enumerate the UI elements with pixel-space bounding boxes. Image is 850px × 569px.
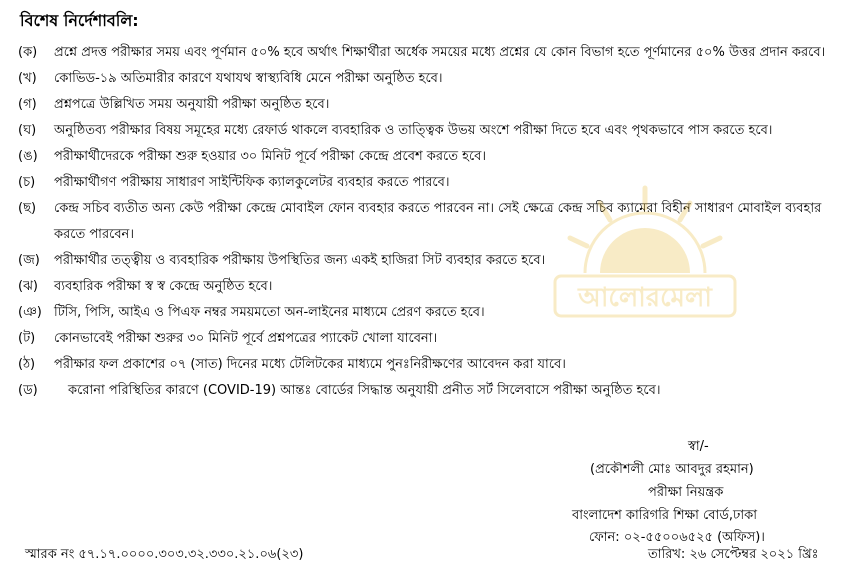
instruction-text: পরীক্ষার্থীগণ পরীক্ষায় সাধারণ সাইন্টিফিক ক্যালকুলেটর ব্যবহার করতে পারবে।: [54, 175, 450, 190]
svg-text:আলোরমেলা: আলোরমেলা: [578, 283, 712, 313]
instruction-item: [18, 144, 833, 170]
instruction-item: [18, 170, 833, 196]
instruction-item: [18, 118, 833, 144]
instruction-marker: (খ): [18, 71, 37, 86]
issue-date: তারিখ: ২৬ সেপ্টেম্বর ২০২১ খ্রিঃ: [648, 547, 819, 562]
instruction-marker: (ঠ): [18, 357, 36, 372]
instruction-text: ব্যবহারিক পরীক্ষা স্ব স্ব কেন্দ্রে অনুষ্ঠিত হবে।: [54, 279, 273, 294]
instruction-text: পরীক্ষার্থীর তত্ত্বীয় ও ব্যবহারিক পরীক্ষায় উপস্থিতির জন্য একই হাজিরা সিট ব্যবহার করতে হবে।: [54, 253, 546, 268]
instructions-list: [18, 40, 833, 404]
instruction-text: কোনভাবেই পরীক্ষা শুরুর ৩০ মিনিট পূর্বে প্রশ্নপত্রের প্যাকেট খোলা যাবেনা।: [54, 331, 438, 346]
instruction-item: [18, 326, 833, 352]
instruction-text: কেন্দ্র সচিব ব্যতীত অন্য কেউ পরীক্ষা কেন্দ্রে মোবাইল ফোন ব্যবহার করতে পারবেন না। সেই ক্ষেত্রে কেন্দ্র সচিব ক্যামেরা বিহীন সাধারণ মোবাইল ব্যবহার করতে পারবেন।: [54, 201, 822, 242]
instruction-item: [18, 40, 833, 66]
instruction-text: প্রশ্নে প্রদত্ত পরীক্ষার সময় এবং পূর্ণমান ৫০% হবে অর্থাৎ শিক্ষার্থীরা অর্ধেক সময়ের মধ্যে প্রশ্নের যে কোন বিভাগ হতে পূর্ণমানের ৫০% উত্তর প্রদান করবে।: [54, 45, 826, 60]
instruction-marker: (গ): [18, 97, 37, 112]
instruction-marker: (ড): [18, 383, 38, 398]
instruction-text: প্রশ্নপত্রে উল্লিখিত সময় অনুযায়ী পরীক্ষা অনুষ্ঠিত হবে।: [54, 97, 330, 112]
instruction-marker: (ঞ): [18, 305, 42, 320]
instruction-text: পরীক্ষার্থীদেরকে পরীক্ষা শুরু হওয়ার ৩০ মিনিট পূর্বে পরীক্ষা কেন্দ্রে প্রবেশ করতে হবে।: [54, 149, 487, 164]
instruction-text: পরীক্ষার ফল প্রকাশের ০৭ (সাত) দিনের মধ্যে টেলিটকের মাধ্যমে পুনঃনিরীক্ষণের আবেদন করা যাবে।: [54, 357, 566, 372]
instruction-marker: (ছ): [18, 201, 37, 216]
office-phone: ফোন: ০২-৫৫০০৬৫২৫ (অফিস)।: [589, 530, 765, 545]
instruction-marker: (চ): [18, 175, 36, 190]
instruction-text: কোভিড-১৯ অতিমারীর কারণে যথাযথ স্বাস্থ্যবিধি মেনে পরীক্ষা অনুষ্ঠিত হবে।: [54, 71, 443, 86]
instruction-text: অনুষ্ঠিতব্য পরীক্ষার বিষয় সমূহের মধ্যে রেফার্ড থাকলে ব্যবহারিক ও তাত্ত্বিক উভয় অংশে পরীক্ষা দিতে হবে এবং পৃথকভাবে পাস করতে হবে।: [54, 123, 773, 138]
signatory-designation: পরীক্ষা নিয়ন্ত্রক: [648, 485, 724, 500]
instruction-marker: (ট): [18, 331, 36, 346]
instruction-item: [18, 352, 833, 378]
instruction-text: টিসি, পিসি, আইএ ও পিএফ নম্বর সময়মতো অন-লাইনের মাধ্যমে প্রেরণ করতে হবে।: [54, 305, 485, 320]
board-name: বাংলাদেশ কারিগরি শিক্ষা বোর্ড,ঢাকা: [572, 508, 758, 523]
instruction-item: [18, 196, 833, 248]
instruction-text: করোনা পরিস্থিতির কারণে (COVID-19) আন্তঃ বোর্ডের সিদ্ধান্ত অনুযায়ী প্রনীত সর্ট সিলেবাসে পরীক্ষা অনুষ্ঠিত হবে।: [68, 383, 661, 398]
instruction-marker: (ঙ): [18, 149, 38, 164]
instruction-item: [18, 66, 833, 92]
instruction-marker: (জ): [18, 253, 40, 268]
instruction-marker: (ঘ): [18, 123, 37, 138]
signatory-name: (প্রকৌশলী মোঃ আবদুর রহমান): [590, 462, 754, 477]
instruction-item: [18, 248, 833, 274]
instruction-marker: (ক): [18, 45, 38, 60]
special-instructions-heading: বিশেষ নির্দেশাবলি:: [20, 11, 139, 30]
instruction-marker: (ঝ): [18, 279, 38, 294]
memo-number: স্মারক নং ৫৭.১৭.০০০০.৩০৩.৩২.৩৩০.২১.০৬(২৩): [25, 547, 304, 562]
instruction-item: [18, 378, 833, 404]
instruction-item: [18, 92, 833, 118]
signature-mark: স্বা/-: [688, 439, 709, 454]
instruction-item: [18, 274, 833, 300]
instruction-item: [18, 300, 833, 326]
